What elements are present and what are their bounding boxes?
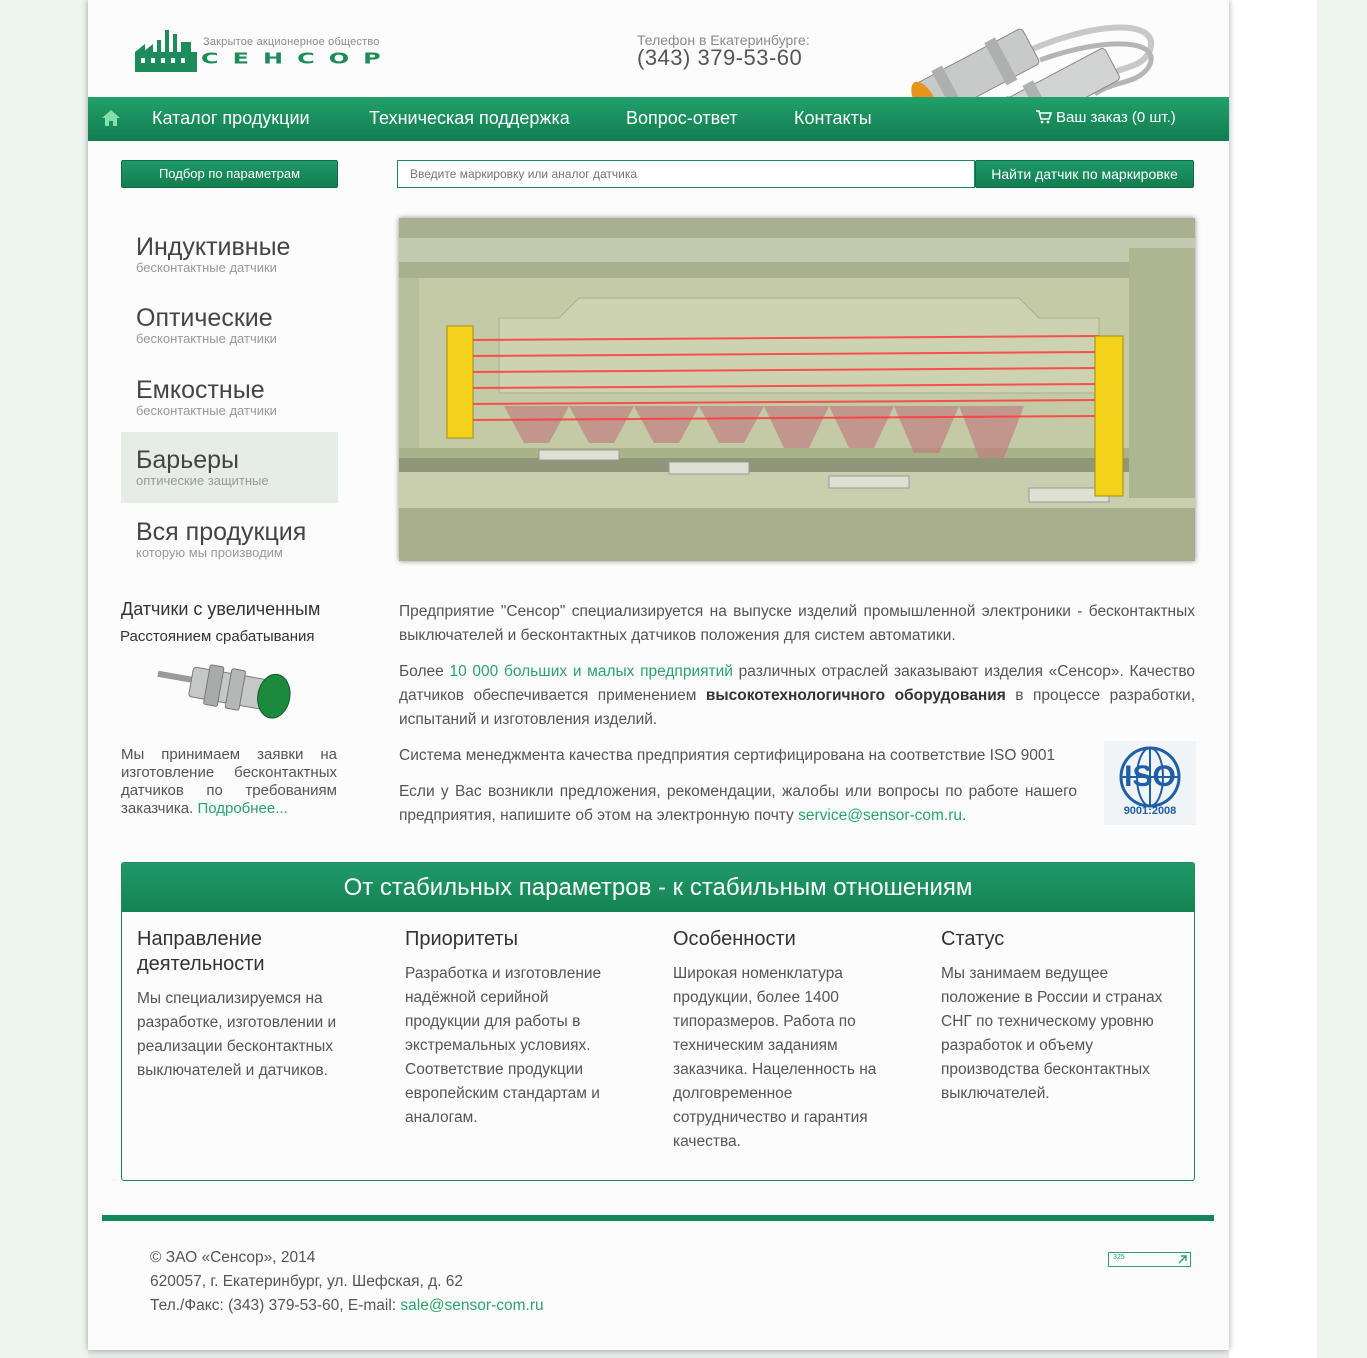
values-column-text: Мы занимаем ведущее положение в России и странах СНГ по техническому уровню разработок и объему производства бесконтактных выключателей. xyxy=(941,965,1163,1102)
logo[interactable] xyxy=(135,26,540,74)
param-search-button[interactable]: Подбор по параметрам xyxy=(121,160,338,188)
nav-faq[interactable]: Вопрос-ответ xyxy=(626,108,738,128)
cart-label: Ваш заказ (0 шт.) xyxy=(1056,109,1176,126)
hero-banner xyxy=(399,218,1195,561)
values-column-text: Широкая номенклатура продукции, более 1400 типоразмеров. Работа по техническим заданиям заказчика. Нацеленность на долговременное сотрудничество и гарантия качества. xyxy=(673,965,877,1150)
category-subtitle: бесконтактные датчики xyxy=(136,260,277,275)
intro-paragraph-1: Предприятие "Сенсор" специализируется на выпуске изделий промышленной электроники - бесконтактных выключателей и бесконтактных датчиков положения для систем автоматики. xyxy=(399,603,1195,644)
iso-label: ISO xyxy=(1124,760,1176,793)
category-subtitle: которую мы производим xyxy=(136,545,283,560)
promo-description: Мы принимаем заявки на изготовление бесконтактных датчиков по требованиям заказчика. xyxy=(121,746,337,817)
values-box xyxy=(121,862,1195,1181)
cart-link[interactable] xyxy=(1036,109,1176,126)
footer-contacts-prefix: Тел./Факс: (343) 379-53-60, E-mail: xyxy=(150,1297,397,1314)
footer-info xyxy=(150,1246,544,1318)
iso-badge xyxy=(1104,741,1196,825)
intro-text xyxy=(399,600,1195,840)
category-optical[interactable] xyxy=(121,290,338,361)
intro-paragraph-4 xyxy=(399,780,1077,828)
phone-label: Телефон в Екатеринбурге: xyxy=(637,32,810,48)
category-title: Индуктивные xyxy=(136,233,291,261)
footer-divider xyxy=(102,1215,1214,1221)
category-subtitle: бесконтактные датчики xyxy=(136,331,277,346)
intro-p4-end: . xyxy=(962,807,967,824)
phone-number: (343) 379-53-60 xyxy=(637,45,803,70)
footer-email-link[interactable]: sale@sensor-com.ru xyxy=(400,1297,544,1314)
visit-counter[interactable] xyxy=(1108,1252,1191,1267)
footer-address: 620057, г. Екатеринбург, ул. Шефская, д. 62 xyxy=(150,1273,463,1290)
sensor-photo[interactable] xyxy=(154,655,300,727)
values-column-title: Особенности xyxy=(673,928,796,950)
category-subtitle: бесконтактные датчики xyxy=(136,403,277,418)
footer-contacts xyxy=(150,1294,544,1318)
logo-subtitle: Закрытое акционерное общество xyxy=(203,36,380,48)
promo-text xyxy=(121,746,337,818)
logo-wordmark: СЕНСОР xyxy=(201,50,395,68)
find-sensor-button[interactable]: Найти датчик по маркировке xyxy=(975,160,1194,188)
values-heading: От стабильных параметров - к стабильным отношениям xyxy=(122,863,1194,912)
category-title: Барьеры xyxy=(136,446,240,474)
light-curtain-illustration xyxy=(399,218,1195,561)
right-background xyxy=(1229,0,1317,1358)
intro-paragraph-2 xyxy=(399,660,1195,732)
category-subtitle: оптические защитные xyxy=(136,473,269,488)
cart-icon xyxy=(1036,110,1052,124)
values-column-text: Разработка и изготовление надёжной серийной продукции для работы в экстремальных условиях. Соответствие продукции европейским стандартам и аналогам. xyxy=(405,965,602,1126)
promo-subtitle: Расстоянием срабатывания xyxy=(120,628,315,645)
category-title: Емкостные xyxy=(136,376,265,404)
bottom-fill xyxy=(88,1350,1229,1358)
factory-icon xyxy=(135,28,197,74)
intro-p2-mid: различных отраслей заказывают изделия «Сенсор». Качество датчиков обеспечивается применением xyxy=(399,663,1195,704)
category-capacitive[interactable] xyxy=(121,362,338,433)
nav-tech-support[interactable]: Техническая поддержка xyxy=(369,108,570,128)
main-nav xyxy=(88,97,1229,141)
iso-year: 9001:2008 xyxy=(1123,805,1177,817)
values-column-status xyxy=(941,927,1176,1106)
footer-copyright: © ЗАО «Сенсор», 2014 xyxy=(150,1249,316,1266)
values-column-title: Направление деятельности xyxy=(137,928,265,975)
nav-contacts[interactable]: Контакты xyxy=(794,108,872,128)
values-column-text: Мы специализируемся на разработке, изготовлении и реализации бесконтактных выключателей и датчиков. xyxy=(137,990,337,1079)
values-column-title: Приоритеты xyxy=(405,928,519,950)
category-title: Вся продукция xyxy=(136,518,307,546)
intro-p2-start: Более xyxy=(399,663,444,680)
marking-search-input[interactable] xyxy=(397,160,975,188)
promo-more-link[interactable]: Подробнее... xyxy=(197,800,288,817)
intro-p2-bold: высокотехнологичного оборудования xyxy=(705,687,1006,704)
arrow-up-right-icon xyxy=(1178,1255,1187,1264)
nav-catalog[interactable]: Каталог продукции xyxy=(152,108,310,128)
home-icon[interactable] xyxy=(101,109,121,127)
values-column-direction xyxy=(137,927,352,1083)
values-column-features xyxy=(673,927,888,1154)
category-barriers[interactable] xyxy=(121,432,338,503)
values-column-priorities xyxy=(405,927,620,1130)
intro-paragraph-3: Система менеджмента качества предприятия сертифицирована на соответствие ISO 9001 xyxy=(399,747,1056,764)
values-column-title: Статус xyxy=(941,928,1005,950)
page-container xyxy=(88,0,1229,1350)
service-email-link[interactable]: service@sensor-com.ru xyxy=(798,807,963,824)
category-inductive[interactable] xyxy=(121,219,338,290)
category-all-products[interactable] xyxy=(121,504,338,575)
promo-title: Датчики с увеличенным xyxy=(121,599,321,619)
enterprises-link[interactable]: 10 000 больших и малых предприятий xyxy=(449,663,733,680)
intro-p2-end: в процессе разработки, испытаний и изготовления изделий. xyxy=(399,687,1195,728)
counter-label: 325 xyxy=(1113,1254,1125,1261)
intro-p4-start: Если у Вас возникли предложения, рекомендации, жалобы или вопросы по работе нашего предприятия, напишите об этом на электронную почту xyxy=(399,783,1077,824)
category-title: Оптические xyxy=(136,304,273,332)
